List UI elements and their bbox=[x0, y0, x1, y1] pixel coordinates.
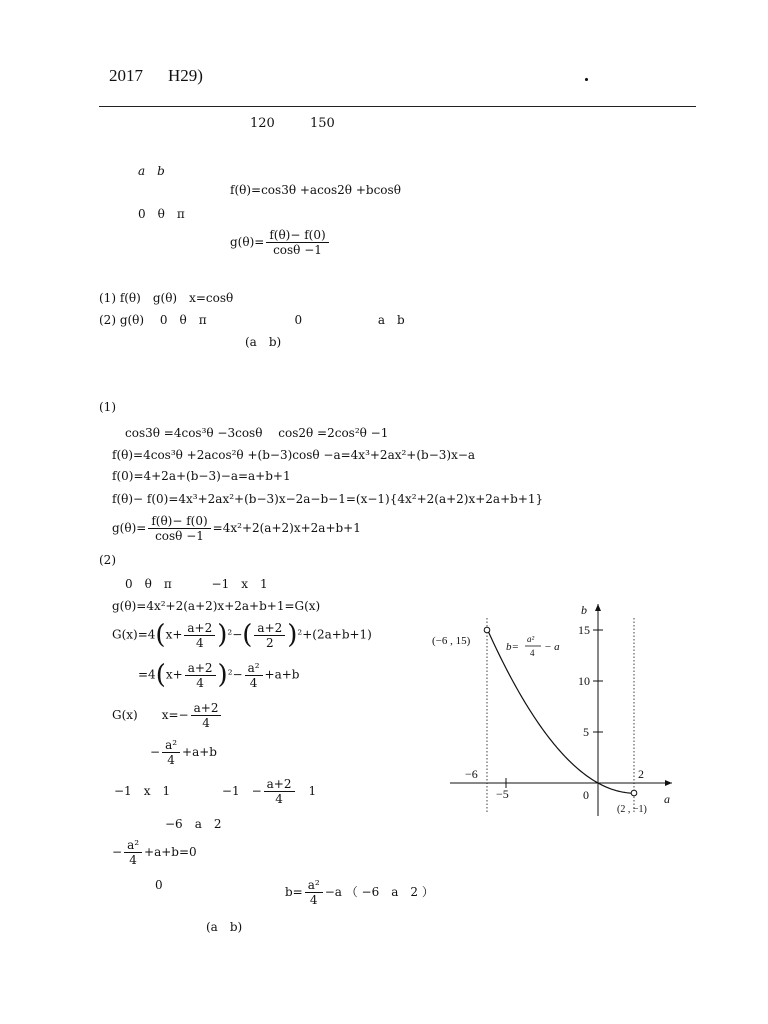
header-year: 2017 bbox=[109, 66, 143, 85]
t6-den: 4 bbox=[167, 753, 175, 767]
t4-den: 4 bbox=[196, 675, 204, 690]
t10-b: b= bbox=[285, 885, 303, 899]
header-rule bbox=[99, 106, 696, 107]
problem-g-def bbox=[230, 228, 331, 257]
t10-den: 4 bbox=[309, 893, 318, 907]
paren-close: ) bbox=[217, 620, 228, 650]
sol-line-1: cos3θ =4cos³θ −3cosθ cos2θ =2cos²θ −1 bbox=[125, 426, 389, 440]
a-axis-arrow bbox=[665, 780, 672, 786]
b-axis-arrow bbox=[595, 604, 601, 611]
sol2-line-9 bbox=[112, 838, 197, 867]
part1-label: (1) bbox=[99, 400, 116, 414]
s5-rhs: =4x²+2(a+2)x+2a+b+1 bbox=[212, 521, 361, 535]
paren-close-2: ) bbox=[287, 620, 298, 650]
t10-num: a² bbox=[305, 878, 323, 893]
t9-frac bbox=[124, 838, 142, 867]
t3-frac2 bbox=[254, 621, 285, 650]
t3-b: x+ bbox=[165, 627, 183, 642]
t4-num2: a² bbox=[245, 661, 263, 676]
t7-a: −1 x 1 −1 − bbox=[114, 784, 262, 798]
t3-c: ²− bbox=[227, 627, 243, 642]
tick-label-10: 10 bbox=[578, 674, 590, 688]
t9-num: a² bbox=[124, 838, 142, 853]
curve-label-num: a² bbox=[527, 634, 535, 644]
sol2-line-7 bbox=[114, 777, 316, 806]
t5-num: a+2 bbox=[191, 701, 222, 716]
tick-label-0: 0 bbox=[583, 788, 589, 802]
axis-label-b: b bbox=[581, 603, 587, 617]
tick-label-15: 15 bbox=[578, 623, 590, 637]
t7-frac bbox=[264, 777, 295, 806]
sol-line-4: f(θ)− f(0)=4x³+2ax²+(b−3)x−2a−b−1=(x−1){4x²+2(a+2)x+2a+b+1} bbox=[112, 492, 544, 506]
time-limit: 120 bbox=[250, 116, 275, 131]
t3-frac1 bbox=[184, 621, 215, 650]
g-den: cosθ −1 bbox=[273, 243, 322, 257]
t9-a: − bbox=[112, 845, 123, 859]
sol-line-3: f(0)=4+2a+(b−3)−a=a+b+1 bbox=[112, 469, 291, 483]
label-2: 2 bbox=[638, 767, 644, 781]
s5-num: f(θ)− f(0) bbox=[148, 514, 210, 529]
sol2-line-8: −6 a 2 bbox=[165, 817, 222, 831]
g-num: f(θ)− f(0) bbox=[266, 228, 328, 243]
t4-a: =4 bbox=[138, 667, 156, 682]
tick-label-minus5: −5 bbox=[496, 787, 509, 801]
label-minus6: −6 bbox=[465, 767, 478, 781]
t3-a: G(x)=4 bbox=[112, 627, 156, 642]
t7-num: a+2 bbox=[264, 777, 295, 792]
sol-line-2: f(θ)=4cos³θ +2acos²θ +(b−3)cosθ −a=4x³+2ax²+(b−3)x−a bbox=[112, 448, 476, 462]
sol2-line-6 bbox=[150, 738, 217, 767]
s5-fraction bbox=[148, 514, 210, 543]
curve-label-tail: − a bbox=[544, 641, 560, 653]
t10-frac bbox=[305, 878, 323, 907]
header-era: H29) bbox=[168, 66, 203, 85]
sol2-line-11: (a b) bbox=[206, 920, 243, 934]
t10-c: −a （ −6 a 2 ） bbox=[324, 885, 434, 899]
question-2: (2) g(θ) 0 θ π 0 a b bbox=[99, 313, 405, 327]
total-points: 150 bbox=[310, 116, 335, 131]
g-fraction bbox=[266, 228, 328, 257]
paren-open-2: ( bbox=[242, 620, 253, 650]
endpoint-right bbox=[631, 790, 637, 796]
t7-den: 4 bbox=[275, 792, 283, 806]
t5-a: G(x) x=− bbox=[112, 708, 189, 722]
s5-lhs: g(θ)= bbox=[112, 521, 147, 535]
sol2-line-4 bbox=[138, 660, 299, 690]
tick-label-5: 5 bbox=[583, 725, 589, 739]
problem-params: a b bbox=[138, 164, 165, 178]
header-dot: ・ bbox=[578, 71, 595, 90]
t6-b: +a+b bbox=[182, 745, 217, 759]
t6-a: − bbox=[150, 745, 161, 759]
t4-frac2 bbox=[245, 661, 263, 690]
paren-close-3: ) bbox=[217, 660, 228, 690]
t3-den2: 2 bbox=[266, 635, 274, 650]
sol2-line-3 bbox=[112, 620, 372, 650]
question-1: (1) f(θ) g(θ) x=cosθ bbox=[99, 291, 234, 305]
curve-label-den: 4 bbox=[530, 648, 535, 658]
t3-num: a+2 bbox=[184, 621, 215, 636]
t9-den: 4 bbox=[129, 853, 137, 867]
t4-den2: 4 bbox=[249, 675, 258, 690]
point-right-label: (2 , −1) bbox=[617, 804, 647, 815]
t4-b: x+ bbox=[165, 667, 183, 682]
sol2-line-10b bbox=[285, 878, 434, 907]
curve-label-b: b= bbox=[506, 641, 519, 653]
t6-num: a² bbox=[162, 738, 180, 753]
t4-d: +a+b bbox=[264, 667, 300, 682]
sol2-line-1: 0 θ π −1 x 1 bbox=[125, 577, 268, 591]
part2-label: (2) bbox=[99, 553, 116, 567]
t3-d: ²+(2a+b+1) bbox=[297, 627, 372, 642]
paren-open-3: ( bbox=[155, 660, 166, 690]
t5-den: 4 bbox=[202, 716, 210, 730]
s5-den: cosθ −1 bbox=[155, 529, 204, 543]
t3-num2: a+2 bbox=[254, 621, 285, 636]
curve-b-equals bbox=[488, 630, 635, 793]
problem-range: 0 θ π bbox=[138, 207, 185, 221]
t3-den: 4 bbox=[195, 635, 204, 650]
point-left-label: (−6 , 15) bbox=[432, 635, 471, 647]
t6-frac bbox=[162, 738, 180, 767]
problem-f-def: f(θ)=cos3θ +acos2θ +bcosθ bbox=[230, 183, 401, 197]
endpoint-left bbox=[484, 627, 490, 633]
question-2-tail: (a b) bbox=[245, 335, 282, 349]
t4-num: a+2 bbox=[185, 661, 216, 676]
t9-b: +a+b=0 bbox=[144, 845, 197, 859]
t4-frac1 bbox=[185, 661, 216, 690]
g-lhs: g(θ)= bbox=[230, 235, 265, 249]
axis-label-a: a bbox=[664, 792, 670, 806]
sol2-line-5 bbox=[112, 701, 223, 730]
sol2-line-10a: 0 bbox=[155, 878, 163, 892]
t5-frac bbox=[191, 701, 222, 730]
sol2-line-2: g(θ)=4x²+2(a+2)x+2a+b+1=G(x) bbox=[112, 599, 321, 613]
paren-open: ( bbox=[155, 620, 166, 650]
t7-b: 1 bbox=[308, 784, 317, 798]
parabola-graph bbox=[420, 598, 710, 828]
t4-c: ²− bbox=[227, 667, 243, 682]
sol-line-5 bbox=[112, 514, 361, 543]
